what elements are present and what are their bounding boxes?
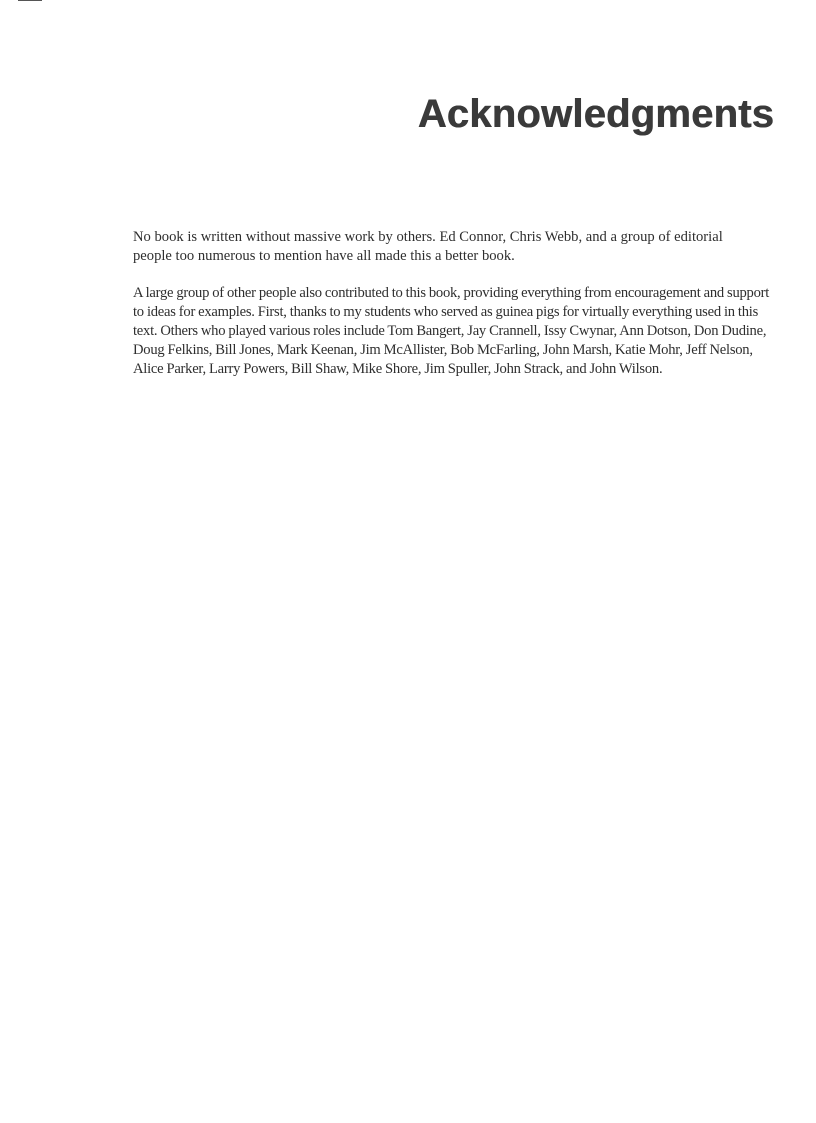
- paragraph-2: A large group of other people also contributed to this book, providing everything from encouragement and support to ideas for examples. First, thanks to my students who served as guinea pigs for virtually everything used in this text. Others who played various roles include Tom Bangert, Jay Crannell, Issy Cwynar, Ann Dotson, Don Dudine, Doug Felkins, Bill Jones, Mark Keenan, Jim McAllister, Bob McFarling, John Marsh, Katie Mohr, Jeff Nelson, Alice Parker, Larry Powers, Bill Shaw, Mike Shore, Jim Spuller, John Strack, and John Wilson.: [133, 285, 770, 377]
- corner-rule: [18, 0, 42, 1]
- body-text: [133, 228, 779, 397]
- page-title: Acknowledgments: [417, 92, 774, 136]
- paragraph-1: No book is written without massive work by others. Ed Connor, Chris Webb, and a group of editorial people too numerous to mention have all made this a better book.: [133, 229, 723, 264]
